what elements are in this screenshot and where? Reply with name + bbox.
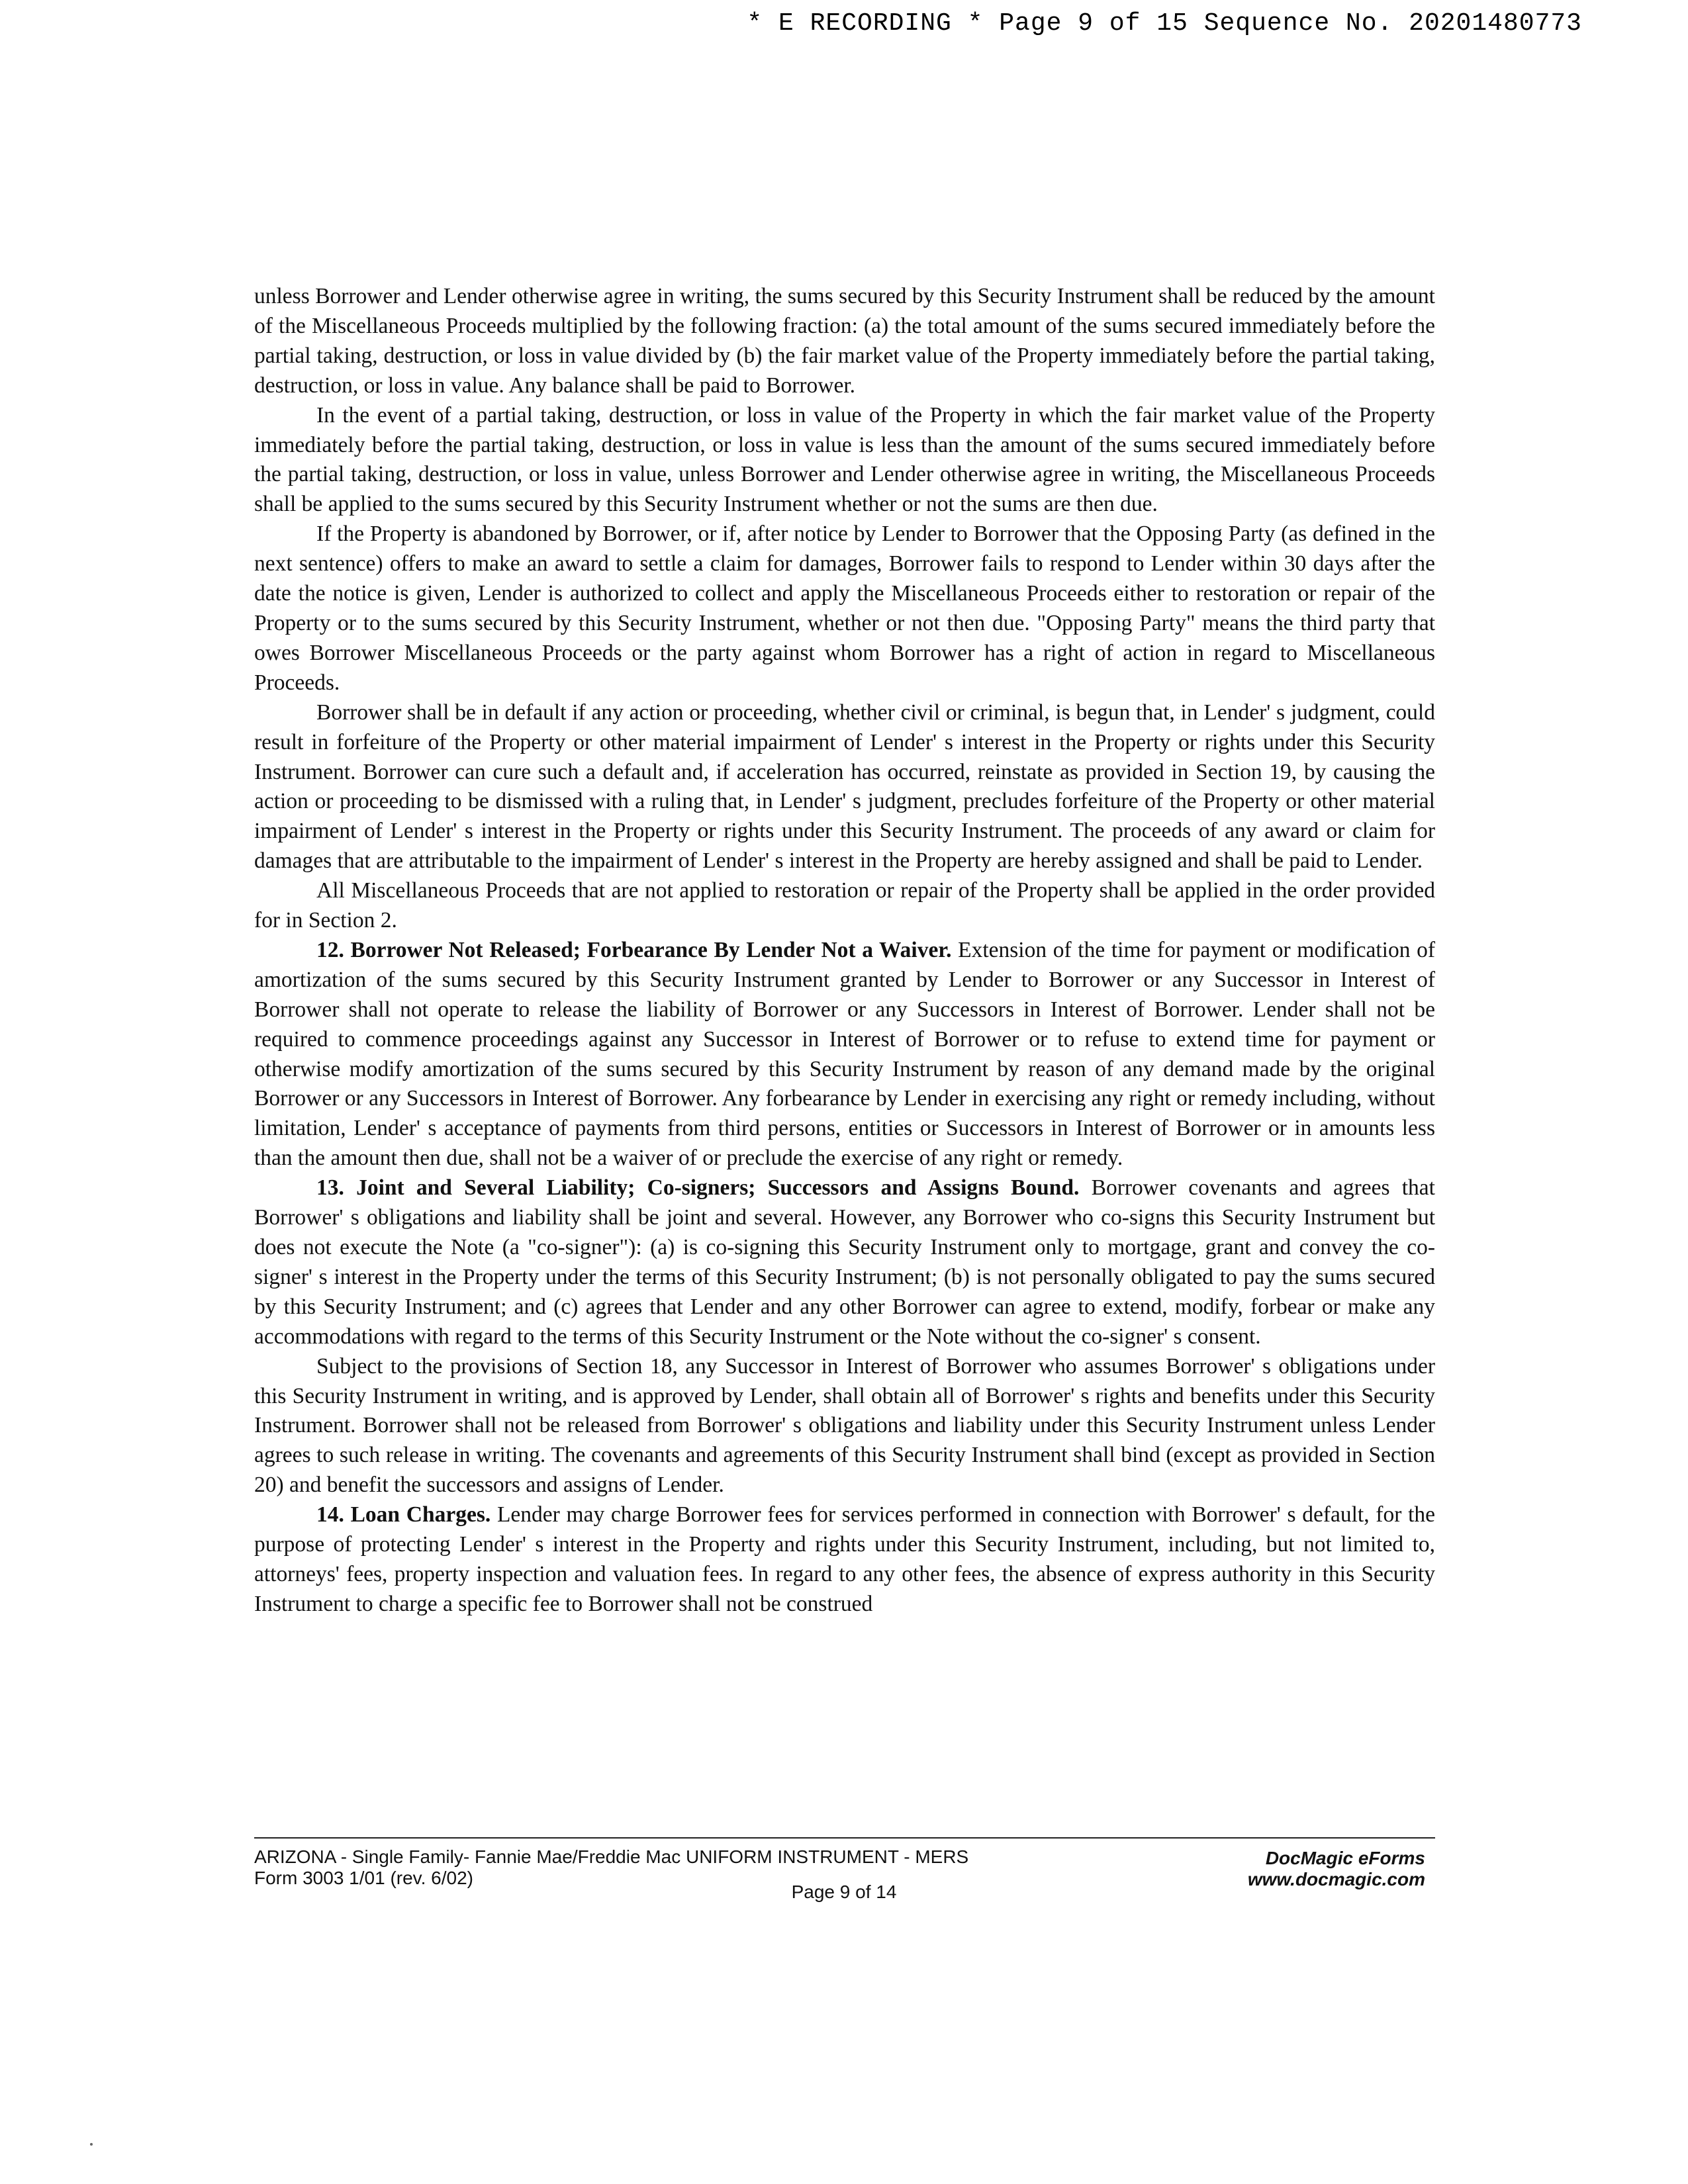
paragraph-text: Borrower shall be in default if any action or proceeding, whether civil or criminal, is begun that, in Lender' s judgment, could result in forfeiture of the Property or other material impairment of Lender' s interest in the Property or rights under this Security Instrument. Borrower can cure such a default and, if acceleration has occurred, reinstate as provided in Section 19, by causing the action or proceeding to be dismissed with a ruling that, in Lender' s judgment, precludes forfeiture of the Property or other material impairment of Lender' s interest in the Property or rights under this Security Instrument. The proceeds of any award or claim for damages that are attributable to the impairment of Lender' s interest in the Property are hereby assigned and shall be paid to Lender.	[254, 700, 1435, 874]
page-number: Page 9 of 14	[791, 1882, 897, 1902]
paragraph-text: All Miscellaneous Proceeds that are not applied to restoration or repair of the Property shall be applied in the order provided for in Section 2.	[254, 878, 1435, 933]
form-number: Form 3003 1/01 (rev. 6/02)	[254, 1868, 473, 1888]
brand-line: DocMagic eForms	[1265, 1848, 1425, 1868]
section-heading: 14. Loan Charges.	[316, 1502, 491, 1527]
section-heading: 13. Joint and Several Liability; Co-signers; Successors and Assigns Bound.	[316, 1175, 1080, 1201]
document-body	[254, 282, 1435, 1619]
paragraph	[254, 282, 1435, 401]
paragraph	[254, 1352, 1435, 1501]
paragraph-text: Borrower covenants and agrees that Borrower' s obligations and liability shall be joint and several. However, any Borrower who co-signs this Security Instrument but does not execute the Note (a "co-signer"): (a) is co-signing this Security Instrument only to mortgage, grant and convey the co-signer' s interest in the Property under the terms of this Security Instrument; (b) is not personally obligated to pay the sums secured by this Security Instrument; and (c) agrees that Lender and any other Borrower can agree to extend, modify, forbear or make any accommodations with regard to the terms of this Security Instrument or the Note without the co-signer' s consent.	[254, 1175, 1435, 1349]
paragraph-text: Extension of the time for payment or modification of amortization of the sums secured by this Security Instrument granted by Lender to Borrower or any Successor in Interest of Borrower shall not operate to release the liability of Borrower or any Successors in Interest of Borrower. Lender shall not be required to commence proceedings against any Successor in Interest of Borrower or to refuse to extend time for payment or otherwise modify amortization of the sums secured by this Security Instrument by reason of any demand made by the original Borrower or any Successors in Interest of Borrower. Any forbearance by Lender in exercising any right or remedy including, without limitation, Lender' s acceptance of payments from third persons, entities or Successors in Interest of Borrower or in amounts less than the amount then due, shall not be a waiver of or preclude the exercise of any right or remedy.	[254, 937, 1436, 1171]
form-title: ARIZONA - Single Family- Fannie Mae/Freddie Mac UNIFORM INSTRUMENT - MERS	[254, 1846, 969, 1867]
brand-url: www.docmagic.com	[1247, 1869, 1425, 1889]
paragraph-text: Subject to the provisions of Section 18, any Successor in Interest of Borrower who assumes Borrower' s obligations under this Security Instrument in writing, and is approved by Lender, shall obtain all of Borrower' s rights and benefits under this Security Instrument. Borrower shall not be released from Borrower' s obligations and liability under this Security Instrument unless Lender agrees to such release in writing. The covenants and agreements of this Security Instrument shall bind (except as provided in Section 20) and benefit the successors and assigns of Lender.	[254, 1353, 1435, 1498]
footer-divider	[254, 1837, 1435, 1839]
section-heading: 12. Borrower Not Released; Forbearance By Lender Not a Waiver.	[316, 937, 952, 962]
section-14	[254, 1500, 1435, 1619]
section-12	[254, 936, 1435, 1173]
paragraph-text: unless Borrower and Lender otherwise agree in writing, the sums secured by this Security Instrument shall be reduced by the amount of the Miscellaneous Proceeds multiplied by the following fraction: (a) the total amount of the sums secured immediately before the partial taking, destruction, or loss in value divided by (b) the fair market value of the Property immediately before the partial taking, destruction, or loss in value. Any balance shall be paid to Borrower.	[254, 284, 1435, 398]
paragraph-text: If the Property is abandoned by Borrower, or if, after notice by Lender to Borrower that the Opposing Party (as defined in the next sentence) offers to make an award to settle a claim for damages, Borrower fails to respond to Lender within 30 days after the date the notice is given, Lender is authorized to collect and apply the Miscellaneous Proceeds either to restoration or repair of the Property or to the sums secured by this Security Instrument, whether or not then due. "Opposing Party" means the third party that owes Borrower Miscellaneous Proceeds or the party against whom Borrower has a right of action in regard to Miscellaneous Proceeds.	[254, 522, 1435, 695]
paragraph	[254, 520, 1435, 698]
scan-speck	[90, 2143, 93, 2146]
section-13	[254, 1173, 1435, 1351]
paragraph-text: Lender may charge Borrower fees for services performed in connection with Borrower' s default, for the purpose of protecting Lender' s interest in the Property and rights under this Security Instrument, including, but not limited to, attorneys' fees, property inspection and valuation fees. In regard to any other fees, the absence of express authority in this Security Instrument to charge a specific fee to Borrower shall not be construed	[254, 1502, 1435, 1616]
recording-stamp: * E RECORDING * Page 9 of 15 Sequence No. 20201480773	[747, 9, 1582, 38]
paragraph	[254, 698, 1435, 876]
paragraph	[254, 401, 1435, 520]
paragraph	[254, 876, 1435, 936]
paragraph-text: In the event of a partial taking, destruction, or loss in value of the Property in which the fair market value of the Property immediately before the partial taking, destruction, or loss in value is less than the amount of the sums secured immediately before the partial taking, destruction, or loss in value, unless Borrower and Lender otherwise agree in writing, the Miscellaneous Proceeds shall be applied to the sums secured by this Security Instrument whether or not the sums are then due.	[254, 402, 1435, 517]
